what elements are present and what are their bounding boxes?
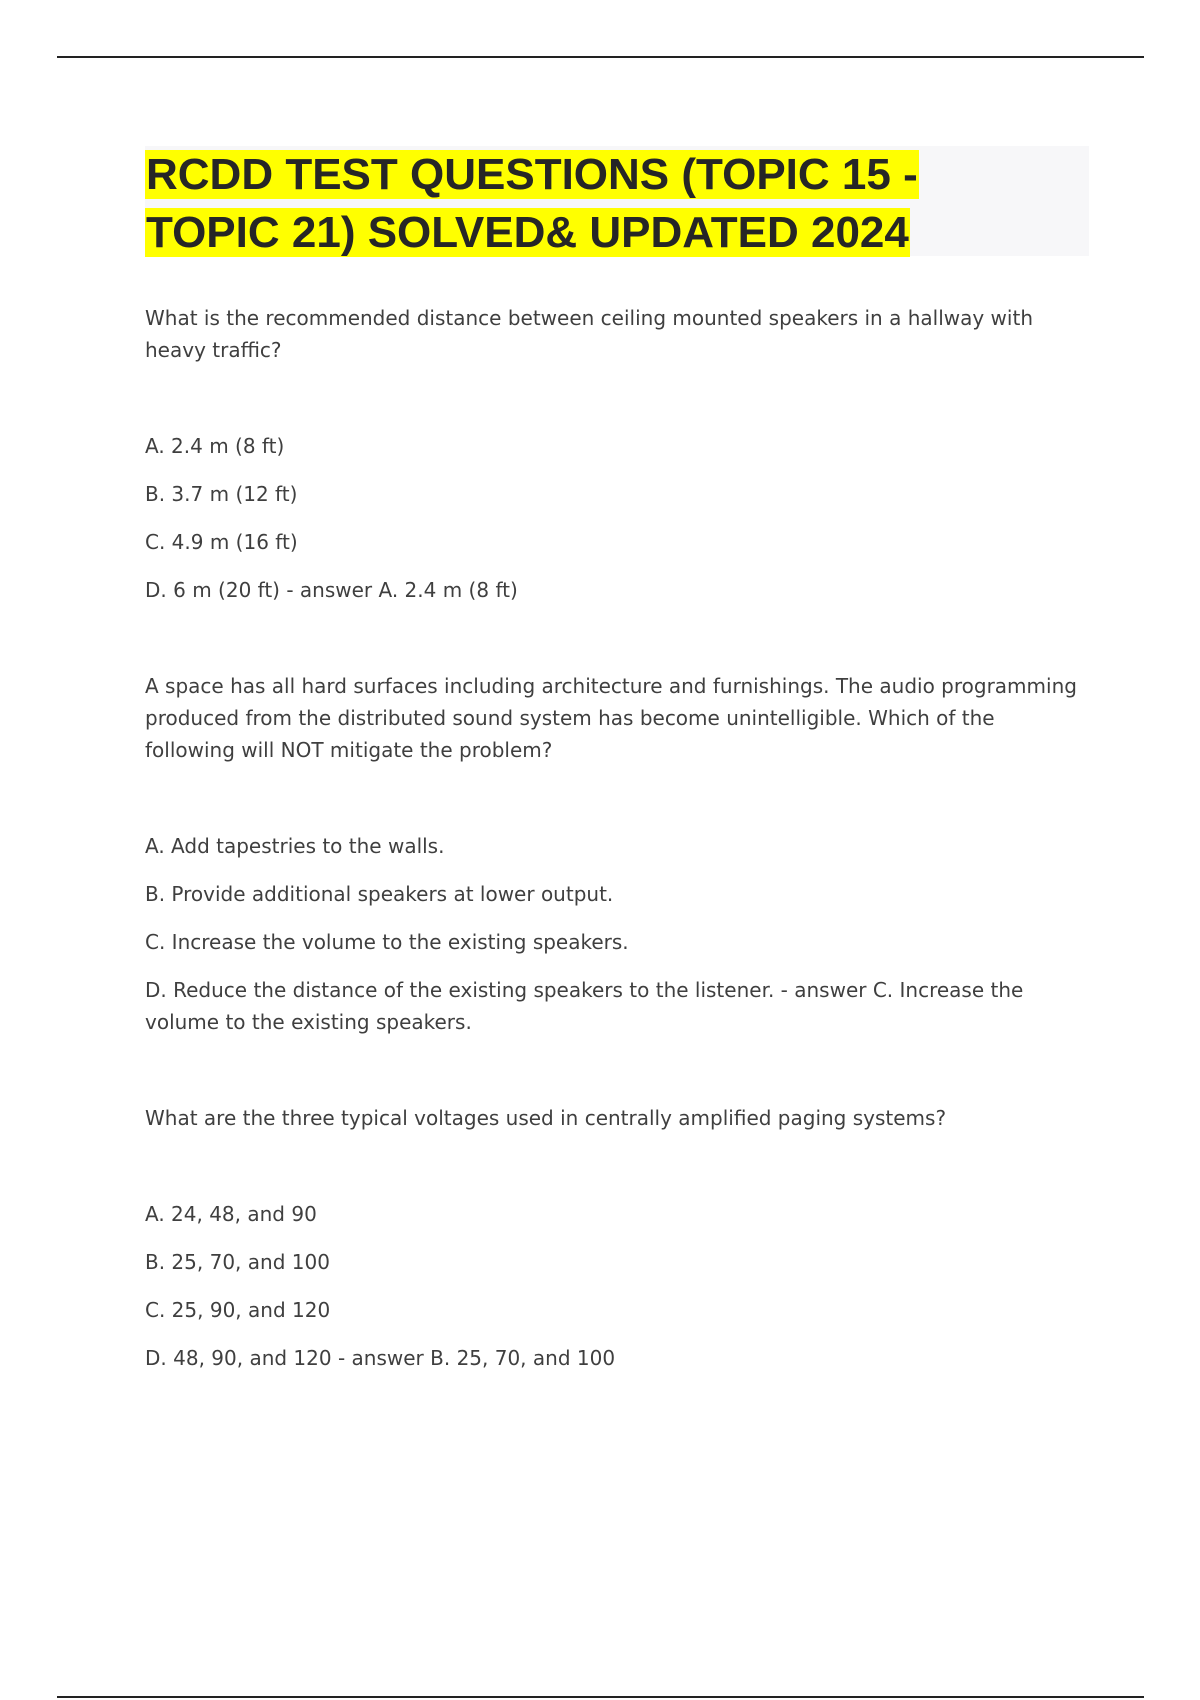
question-block-1: [145, 302, 1080, 606]
answer-option-d: D. 48, 90, and 120 - answer B. 25, 70, and 100: [145, 1346, 616, 1370]
page-title: [145, 146, 1089, 262]
answer-option-d: D. Reduce the distance of the existing speakers to the listener. - answer C. Increase the volume to the existing speakers.: [145, 978, 1024, 1034]
answer-option-c: C. 25, 90, and 120: [145, 1298, 331, 1322]
bottom-rule: [57, 1696, 1144, 1698]
top-rule: [57, 56, 1144, 58]
question-block-2: [145, 670, 1080, 1038]
answer-option-c: C. 4.9 m (16 ft): [145, 530, 298, 554]
document-body: [145, 302, 1080, 1374]
question-text: A space has all hard surfaces including architecture and furnishings. The audio programming produced from the distributed sound system has become unintelligible. Which of the following will NOT mitigate the problem?: [145, 674, 1077, 762]
answer-option-a: A. 24, 48, and 90: [145, 1202, 317, 1226]
answer-option-b: B. 25, 70, and 100: [145, 1250, 330, 1274]
title-line-1: RCDD TEST QUESTIONS (TOPIC 15 -: [146, 150, 918, 199]
answer-option-b: B. Provide additional speakers at lower output.: [145, 882, 614, 906]
question-text: What is the recommended distance between ceiling mounted speakers in a hallway with heavy traffic?: [145, 306, 1033, 362]
answer-option-c: C. Increase the volume to the existing speakers.: [145, 930, 629, 954]
title-line-2: TOPIC 21) SOLVED& UPDATED 2024: [146, 208, 909, 257]
answer-option-b: B. 3.7 m (12 ft): [145, 482, 298, 506]
title-block: [145, 146, 1089, 256]
question-text: What are the three typical voltages used in centrally amplified paging systems?: [145, 1106, 947, 1130]
answer-option-a: A. Add tapestries to the walls.: [145, 834, 445, 858]
answer-option-d: D. 6 m (20 ft) - answer A. 2.4 m (8 ft): [145, 578, 518, 602]
answer-option-a: A. 2.4 m (8 ft): [145, 434, 285, 458]
question-block-3: [145, 1102, 1080, 1374]
